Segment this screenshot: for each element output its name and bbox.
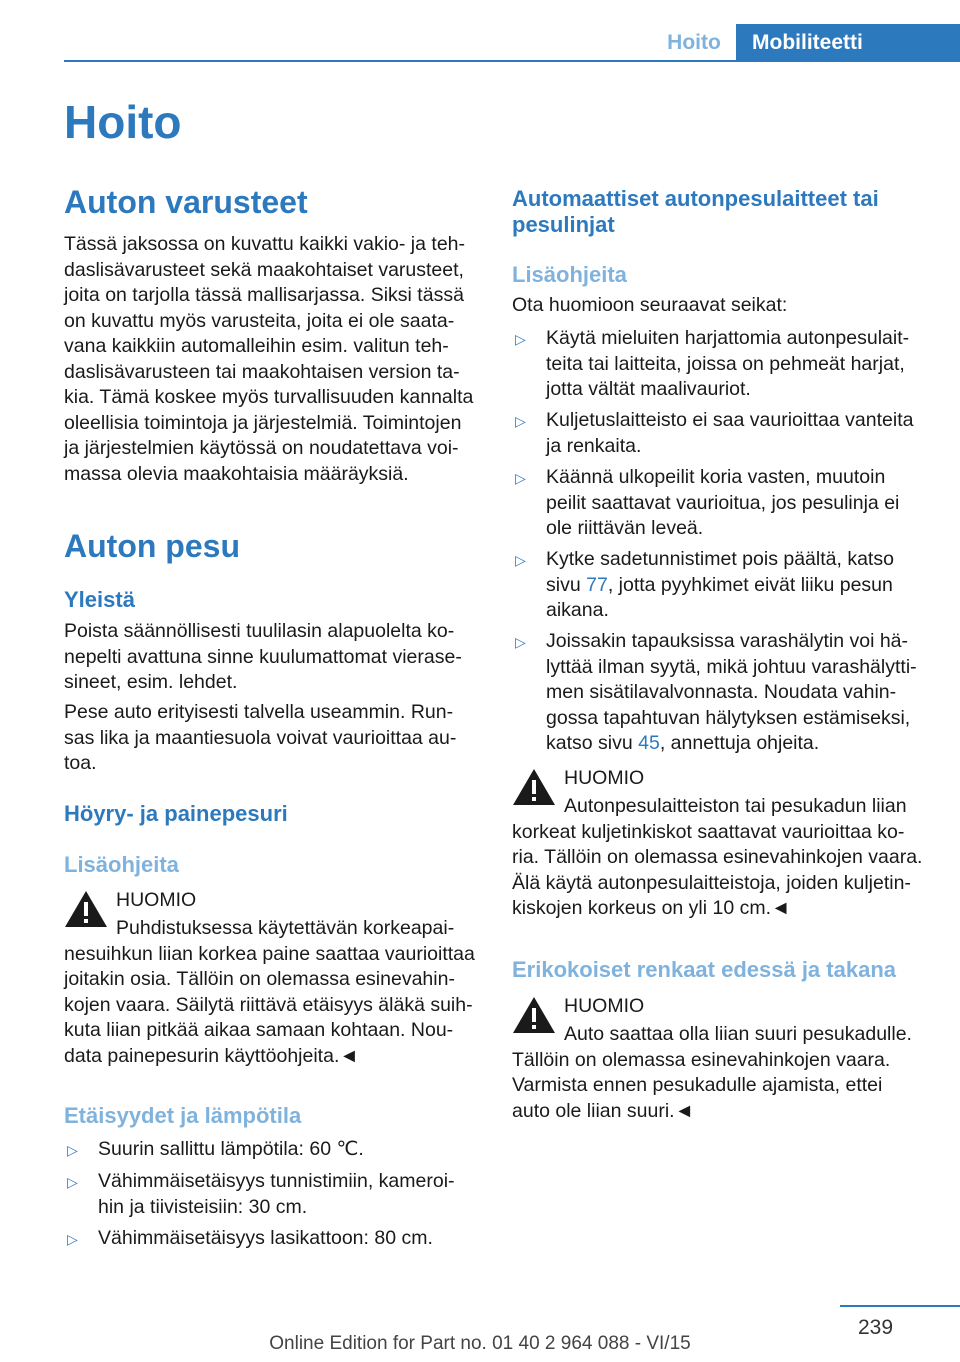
list-item: ▷ Kytke sadetunnistimet pois päältä, katso sivu 77, jotta pyyhkimet eivät liiku pesun aikana. (515, 548, 894, 621)
list-item: ▷ Kuljetuslaitteisto ei saa vaurioittaa vanteita ja renkaita. (515, 409, 914, 457)
heading-auton-varusteet: Auton varusteet (64, 184, 308, 220)
header-tab-hoito[interactable]: Hoito (667, 31, 721, 54)
triangle-right-icon: ▷ (515, 413, 526, 429)
page-header (0, 24, 960, 62)
page-link-77[interactable]: 77 (586, 573, 608, 596)
triangle-right-icon: ▷ (515, 470, 526, 486)
page-number: 239 (858, 1316, 894, 1339)
triangle-right-icon: ▷ (515, 552, 526, 568)
page-title: Hoito (64, 96, 182, 148)
header-divider (64, 60, 960, 62)
triangle-right-icon: ▷ (67, 1231, 78, 1247)
paragraph-yleista-2: Pese auto erityisesti talvella useammin. Run- sas lika ja maantiesuola voivat vaurioittaa au- toa. (64, 701, 457, 774)
footer-divider (840, 1305, 960, 1307)
list-item: ▷ Joissakin tapauksissa varashälytin voi hä- lyttää ilman syytä, mikä johtuu varashälytti- men sisätilavalvonnasta. Noudata vahin- gossa tapahtuvan hälytyksen estämiseksi, katso sivu 45, annettuja ohjeita. (515, 630, 917, 754)
warning-label: HUOMIO (564, 995, 645, 1017)
heading-erikokoiset-renkaat: Erikokoiset renkaat edessä ja takana (512, 957, 896, 982)
warning-label: HUOMIO (564, 767, 645, 789)
list-item: ▷ Vähimmäisetäisyys lasikattoon: 80 cm. (64, 1226, 480, 1252)
list-item: ▷ Vähimmäisetäisyys tunnistimiin, kameroi- hin ja tiivisteisiin: 30 cm. (67, 1170, 455, 1218)
header-tab-mobiliteetti[interactable]: Mobiliteetti (736, 24, 960, 62)
footer-edition: Online Edition for Part no. 01 40 2 964 088 - VI/15 (269, 1333, 691, 1354)
paragraph-intro: Ota huomioon seuraavat seikat: (512, 294, 788, 316)
page-link-45[interactable]: 45 (638, 732, 660, 754)
triangle-right-icon: ▷ (67, 1142, 78, 1158)
triangle-right-icon: ▷ (67, 1174, 78, 1190)
paragraph-yleista-1: Poista säännöllisesti tuulilasin alapuolelta ko- nepelti avattuna sinne kuulumattomat vierase- sineet, esim. lehdet. (64, 620, 462, 693)
paragraph-varusteet: Tässä jaksossa on kuvattu kaikki vakio- ja teh- daslisävarusteet sekä maakohtaiset varusteet, joita on tarjolla tässä mallisarjassa. Siksi tässä on kuvattu myös varusteita, joita ei ole saata- vana kaikkiin automalleihin esim. valitun teh- daslisävarusteen tai maakohtaisen version ta- kia. Tämä koskee myös turvallisuuden kannalta oleellisia toimintoja ja järjestelmiä. Toimintojen ja järjestelmien käytössä on noudatettava voi- massa olevia maakohtaisia määräyksiä. (64, 233, 474, 485)
heading-yleista: Yleistä (64, 587, 135, 612)
heading-lisaohjeita-left: Lisäohjeita (64, 852, 179, 877)
list-item: ▷ Käytä mieluiten harjattomia autonpesulait- teita tai laitteita, joissa on pehmeät harjat, jotta vältät maalivauriot. (515, 327, 910, 400)
list-item: ▷ Käännä ulkopeilit koria vasten, muutoin peilit saattavat vaurioitua, jos pesulinja ei ole riittävän leveä. (515, 466, 900, 539)
warning-text: Auto saattaa olla liian suuri pesukadulle. Tällöin on olemassa esinevahinkojen vaara. Varmista ennen pesukadulle ajamista, ettei auto ole liian suuri.◄ (512, 1023, 912, 1122)
heading-etaisyydet: Etäisyydet ja lämpötila (64, 1103, 302, 1128)
warning-label: HUOMIO (116, 889, 197, 911)
heading-lisaohjeita-right: Lisäohjeita (512, 262, 627, 287)
warning-text: Autonpesulaitteiston tai pesukadun liian korkeat kuljetinkiskot saattavat vaurioittaa ko- ria. Tällöin on olemassa esinevahinkojen vaara. Älä käytä autonpesulaitteistoja, joiden kuljetin- kiskojen korkeus on yli 10 cm.◄ (512, 795, 923, 919)
triangle-right-icon: ▷ (515, 634, 526, 650)
list-item: ▷ Suurin sallittu lämpötila: 60 ℃. (64, 1137, 480, 1163)
warning-text: Puhdistuksessa käytettävän korkeapai- nesuihkun liian korkea paine saattaa vaurioittaa joitakin osia. Tällöin on olemassa esinevahin- kojen vaara. Säilytä riittävä etäisyys äläkä suih- kuta liian pitkää aikaa samaan kohtaan. Nou- data painepesurin käyttöohjeita.◄ (64, 917, 475, 1067)
heading-automaattiset-pesulaitteet: Automaattiset autonpesulaitteet tai pesulinjat (512, 186, 879, 237)
triangle-right-icon: ▷ (515, 331, 526, 347)
heading-hoyry-painepesuri: Höyry- ja painepesuri (64, 801, 288, 826)
heading-auton-pesu: Auton pesu (64, 528, 240, 564)
